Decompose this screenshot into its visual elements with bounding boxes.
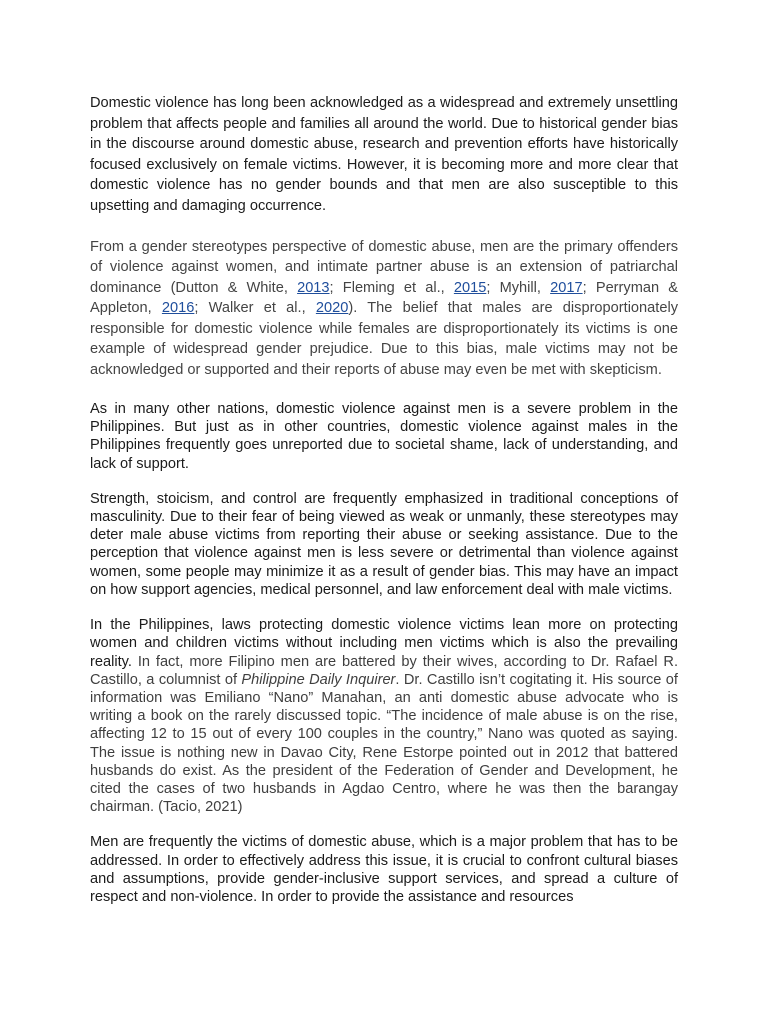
citation-link-2016[interactable]: 2016 bbox=[161, 300, 195, 317]
paragraph-masculinity: Strength, stoicism, and control are frequently emphasized in traditional conceptions of masculinity. Due to their fear of being viewed as weak or unmanly, these stereotypes may deter male abuse victims from reporting their abuse or seeking assistance. Due to the perception that violence against men is less severe or detrimental than violence against women, some people may minimize it as a result of gender bias. This may have an impact on how support agencies, medical personnel, and law enforcement deal with male victims. bbox=[90, 490, 678, 598]
citation-link-2017[interactable]: 2017 bbox=[550, 279, 583, 296]
paragraph-laws bbox=[90, 616, 678, 816]
paragraph-gender-stereotypes bbox=[90, 237, 678, 381]
paragraph-conclusion: Men are frequently the victims of domestic abuse, which is a major problem that has to be addressed. In order to effectively address this issue, it is crucial to confront cultural biases and assumptions, provide gender-inclusive support services, and spread a culture of respect and non-violence. In order to provide the assistance and resources bbox=[90, 834, 678, 905]
paragraph-text: . Dr. Castillo isn’t cogitating it. His source of information was Emiliano “Nano” Manahan, an anti domestic abuse advocate who is writing a book on the rarely discussed topic. “The incidence of male abuse is on the rise, affecting 12 to 15 out of every 100 couples in the country,” Nano was quoted as saying. The issue is nothing new in Davao City, Rene Estorpe pointed out in 2012 that battered husbands do exist. As the president of the Federation of Gender and Development, he cited the cases of two husbands in Agdao Centro, where he was then the barangay chairman. (Tacio, 2021) bbox=[90, 671, 678, 816]
paragraph-text: ; Fleming et al., bbox=[329, 279, 454, 296]
citation-link-2020[interactable]: 2020 bbox=[315, 300, 349, 317]
paragraph-philippines-problem: As in many other nations, domestic violence against men is a severe problem in the Philippines. But just as in other countries, domestic violence against males in the Philippines frequently goes unreported due to societal shame, lack of understanding, and lack of support. bbox=[90, 401, 678, 472]
paragraph-text: From a gender stereotypes perspective of domestic abuse, men are the primary offenders of violence against women, and intimate partner abuse is an extension of patriarchal dominance (Dutton & White, bbox=[90, 238, 678, 296]
paragraph-text: In the Philippines, laws protecting domestic violence victims lean more on protecting women and children victims without including men victims which is also the prevailing reality. bbox=[90, 617, 678, 670]
paragraph-text: ). The belief that males are disproportionately responsible for domestic violence while females are disproportionately its victims is one example of widespread gender prejudice. Due to this bias, male victims may not be acknowledged or supported and their reports of abuse may even be met with skepticism. bbox=[90, 300, 678, 378]
paragraph-text: In fact, more Filipino men are battered by their wives, according to Dr. Rafael R. Castillo, a columnist of bbox=[90, 653, 678, 688]
citation-link-2013[interactable]: 2013 bbox=[297, 279, 330, 296]
paragraph-text: ; Myhill, bbox=[486, 279, 551, 296]
publication-title: Philippine Daily Inquirer bbox=[241, 671, 396, 688]
citation-link-2015[interactable]: 2015 bbox=[453, 279, 487, 296]
paragraph-intro: Domestic violence has long been acknowledged as a widespread and extremely unsettling problem that affects people and families all around the world. Due to historical gender bias in the discourse around domestic abuse, research and prevention efforts have historically focused exclusively on female victims. However, it is becoming more and more clear that domestic violence has no gender bounds and that men are also susceptible to this upsetting and damaging occurrence. bbox=[90, 95, 678, 214]
paragraph-text: ; Walker et al., bbox=[194, 300, 316, 317]
paragraph-text: ; Perryman & Appleton, bbox=[90, 279, 679, 317]
